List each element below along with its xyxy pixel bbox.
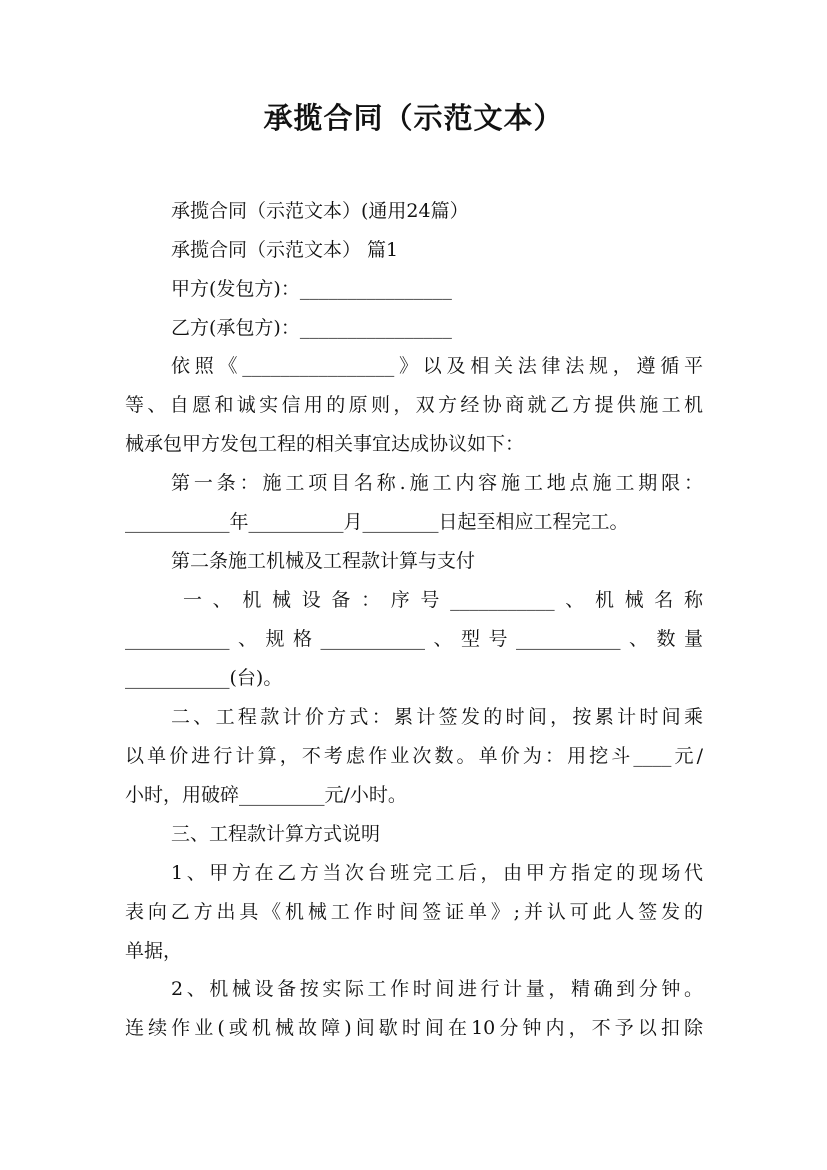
- party-b-line: 乙方(承包方)：________________: [171, 317, 452, 339]
- section-3-heading: 三、工程款计算方式说明: [171, 823, 381, 845]
- clause-line: 2、机械设备按实际工作时间进行计量，精确到分钟。: [171, 978, 703, 1000]
- equipment-line: 一、机械设备：序号___________、机械名称: [183, 589, 703, 611]
- subtitle-line: 承揽合同（示范文本）(通用24篇）: [171, 200, 469, 222]
- article-2-heading: 第二条施工机械及工程款计算与支付: [171, 550, 476, 572]
- clause-line: 1、甲方在乙方当次台班完工后，由甲方指定的现场代: [171, 862, 703, 884]
- paragraph-line: 等、自愿和诚实信用的原则，双方经协商就乙方提供施工机: [125, 394, 703, 416]
- pricing-line: 二、工程款计价方式：累计签发的时间，按累计时间乘: [171, 706, 703, 728]
- document-title: 承揽合同（示范文本）: [263, 101, 564, 135]
- paragraph-line: 械承包甲方发包工程的相关事宜达成协议如下：: [125, 433, 525, 455]
- equipment-line: ___________(台)。: [125, 667, 283, 689]
- pricing-line: 小时，用破碎_________元/小时。: [125, 784, 407, 806]
- article-1-dates-line: ___________年__________月________日起至相应工程完工。: [125, 511, 629, 533]
- clause-line: 表向乙方出具《机械工作时间签证单》;并认可此人签发的: [125, 901, 703, 923]
- party-a-line: 甲方(发包方)：________________: [171, 278, 452, 300]
- paragraph-line: 依照《________________》以及相关法律法规，遵循平: [171, 355, 703, 377]
- article-1-line: 第一条：施工项目名称.施工内容施工地点施工期限：: [171, 472, 703, 494]
- section-heading: 承揽合同（示范文本） 篇1: [171, 239, 399, 261]
- clause-line: 连续作业(或机械故障)间歇时间在10分钟内，不予以扣除: [125, 1017, 703, 1039]
- clause-line: 单据，: [125, 940, 183, 962]
- pricing-line: 以单价进行计算，不考虑作业次数。单价为：用挖斗____元/: [125, 745, 703, 767]
- equipment-line: ___________、规格___________、型号___________、数量: [125, 628, 703, 650]
